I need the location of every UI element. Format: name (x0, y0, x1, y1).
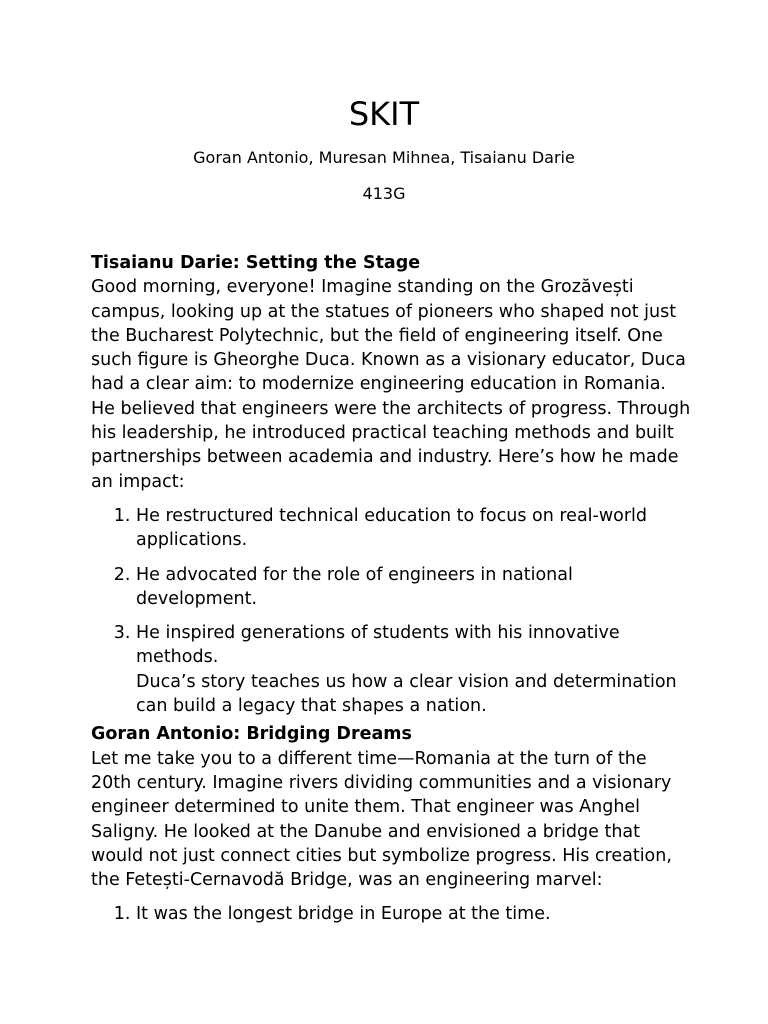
document-group: 413G (362, 184, 406, 203)
numbered-list (91, 902, 691, 926)
list-item (136, 504, 691, 553)
document-authors: Goran Antonio, Muresan Mihnea, Tisaianu Darie (193, 148, 575, 167)
list-item (136, 902, 691, 926)
section-bridging-dreams (91, 722, 691, 926)
document-body (91, 251, 691, 937)
list-item (136, 563, 691, 612)
section-heading: Goran Antonio: Bridging Dreams (91, 724, 412, 745)
list-item-text: He advocated for the role of engineers in national development. (136, 564, 573, 609)
numbered-list (91, 504, 691, 718)
section-paragraph: Good morning, everyone! Imagine standing on the Grozăvești campus, looking up at the statues of pioneers who shaped not just the Bucharest Polytechnic, but the field of engineering itself. One such figure is Gheorghe Duca. Known as a visionary educator, Duca had a clear aim: to modernize engineering education in Romania. He believed that engineers were the architects of progress. Through his leadership, he introduced practical teaching methods and built partnerships between academia and industry. Here’s how he made an impact: (91, 277, 691, 492)
section-setting-the-stage (91, 251, 691, 718)
list-item (136, 621, 691, 718)
document-title: SKIT (348, 95, 420, 133)
section-paragraph: Let me take you to a different time—Romania at the turn of the 20th century. Imagine rivers dividing communities and a visionary engineer determined to unite them. That engineer was Anghel Saligny. He looked at the Danube and envisioned a bridge that would not just connect cities but symbolize progress. His creation, the Fetești-Cernavodă Bridge, was an engineering marvel: (91, 748, 672, 891)
list-item-text: It was the longest bridge in Europe at the time. (136, 904, 551, 925)
list-item-text: He inspired generations of students with his innovative methods. (136, 623, 620, 668)
list-item-text: He restructured technical education to focus on real-world applications. (136, 505, 648, 551)
closing-text: Duca’s story teaches us how a clear vision and determination can build a legacy that shapes a nation. (136, 671, 677, 717)
section-heading: Tisaianu Darie: Setting the Stage (91, 253, 421, 273)
